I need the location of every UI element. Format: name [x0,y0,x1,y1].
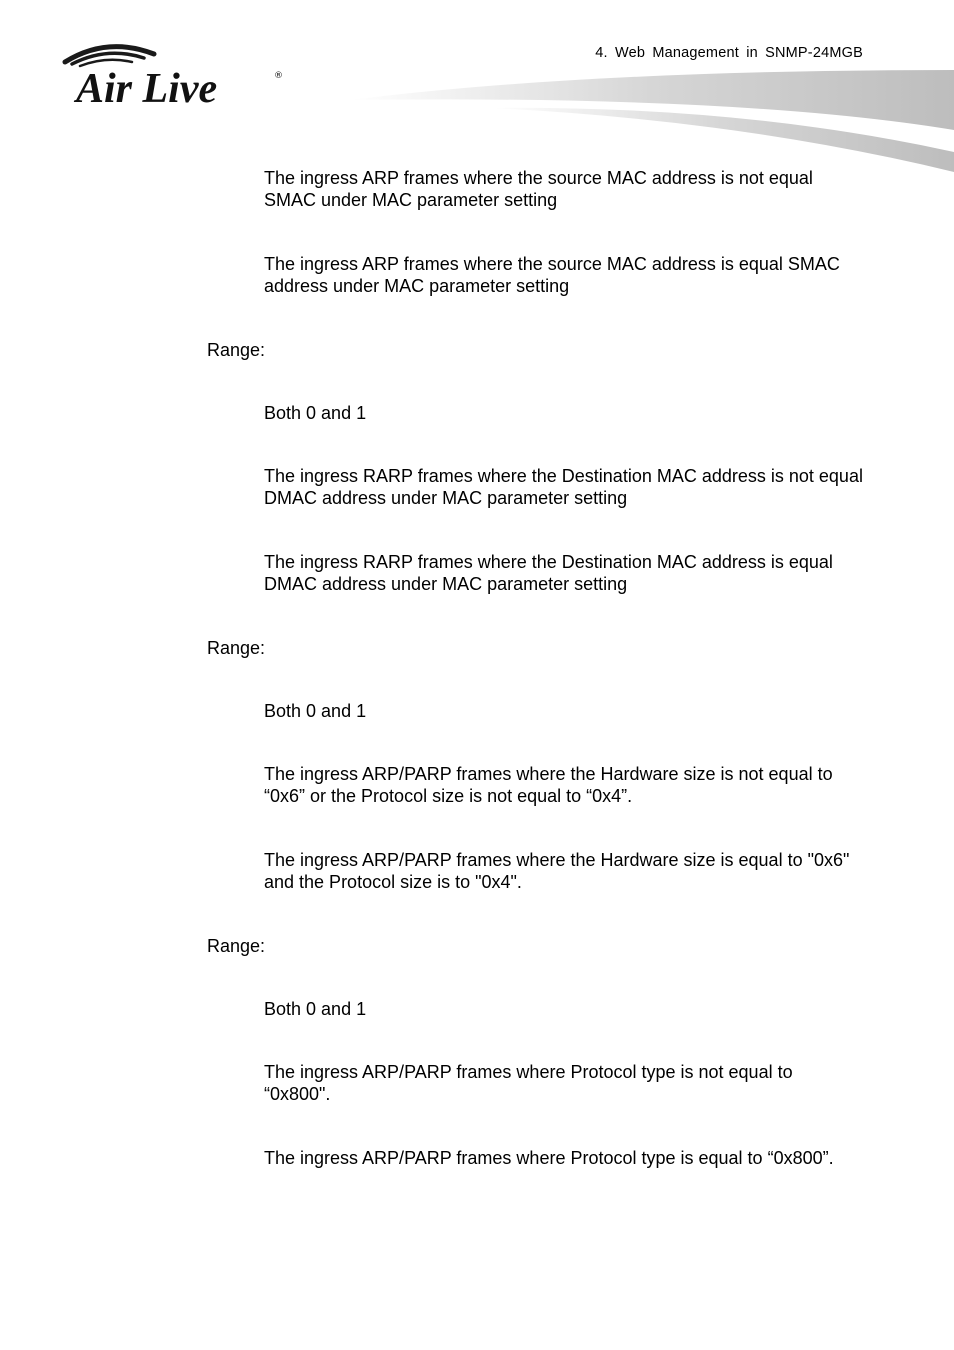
range-label-2: Range: [207,638,266,658]
paragraph-rarp-dmac-not-equal: The ingress RARP frames where the Destination MAC address is not equal DMAC address under MAC parameter setting [264,466,863,508]
logo-wordmark: Air Live [76,66,218,106]
paragraph-arp-smac-equal: The ingress ARP frames where the source MAC address is equal SMAC address under MAC parameter setting [264,254,840,296]
header-swoosh-graphic [340,60,954,180]
paragraph-protocol-type-not-equal: The ingress ARP/PARP frames where Protocol type is not equal to “0x800". [264,1062,793,1104]
range-label-1: Range: [207,340,266,360]
range-label-3: Range: [207,936,266,956]
paragraph-rarp-dmac-equal: The ingress RARP frames where the Destination MAC address is equal DMAC address under MAC parameter setting [264,552,833,594]
range-value-1: Both 0 and 1 [264,403,367,423]
paragraph-hw-size-not-equal: The ingress ARP/PARP frames where the Hardware size is not equal to “0x6” or the Protocol size is not equal to “0x4”. [264,764,833,806]
paragraph-hw-size-equal: The ingress ARP/PARP frames where the Hardware size is equal to "0x6" and the Protocol size is to "0x4". [264,850,850,892]
range-value-2: Both 0 and 1 [264,701,367,721]
registered-mark: ® [274,71,283,81]
section-header-title: 4. Web Management in SNMP-24MGB [595,45,863,61]
paragraph-arp-smac-not-equal: The ingress ARP frames where the source MAC address is not equal SMAC under MAC parameter setting [264,168,813,210]
wifi-arcs-icon [65,47,154,66]
paragraph-protocol-type-equal: The ingress ARP/PARP frames where Protocol type is equal to “0x800”. [264,1148,834,1168]
range-value-3: Both 0 and 1 [264,999,367,1019]
airlive-logo [62,40,288,106]
